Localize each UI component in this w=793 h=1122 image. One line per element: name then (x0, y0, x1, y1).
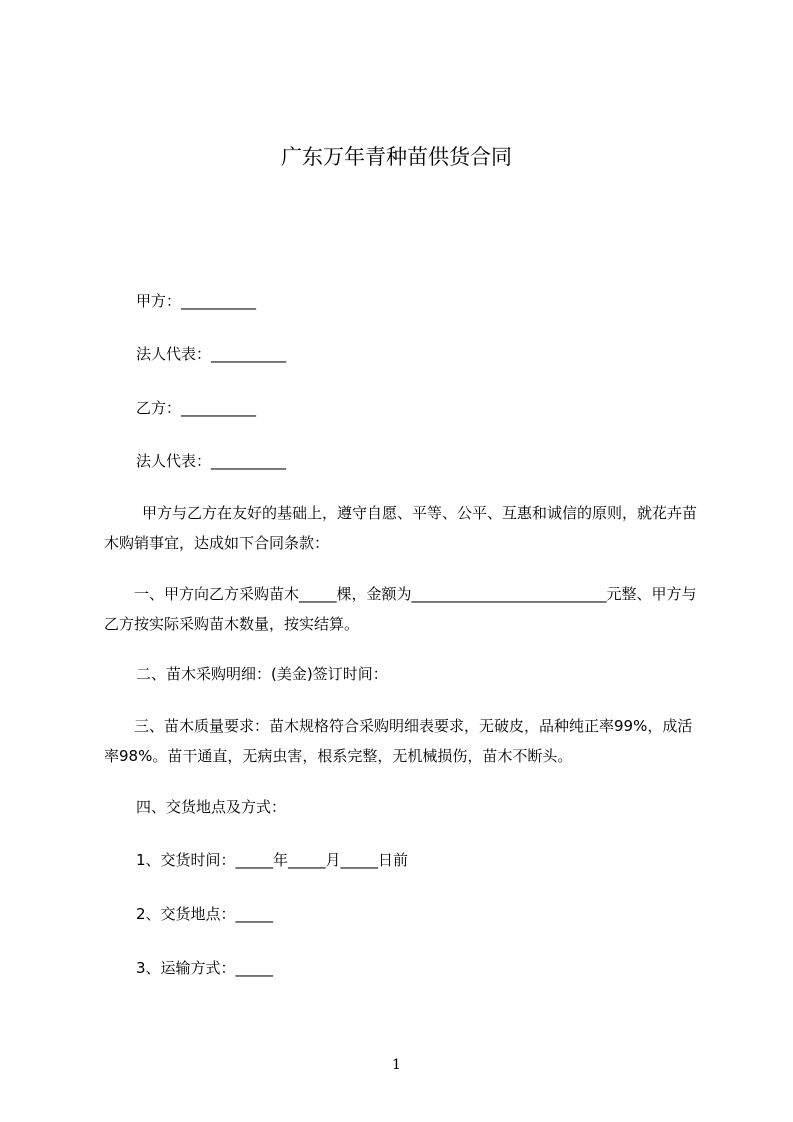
transport-method-line: 3、运输方式：_____ (136, 959, 274, 977)
party-b-line: 乙方：__________ (136, 399, 257, 417)
clause-2-line: 二、苗木采购明细：(美金)签订时间： (136, 665, 388, 683)
intro-paragraph: 甲方与乙方在友好的基础上，遵守自愿、平等、公平、互惠和诚信的原则，就花卉苗木购销事宜，达成如下合同条款： (104, 504, 698, 552)
clause-1-paragraph: 一、甲方向乙方采购苗木_____棵，金额为__________________________元整、甲方与乙方按实际采购苗木数量，按实结算。 (104, 585, 697, 633)
delivery-location-line: 2、交货地点：_____ (136, 905, 274, 923)
delivery-time-line: 1、交货时间：_____年_____月_____日前 (136, 851, 409, 869)
page-number: 1 (392, 1057, 401, 1073)
document-title: 广东万年青种苗供货合同 (281, 145, 512, 169)
party-a-representative-line: 法人代表：__________ (136, 345, 287, 363)
party-a-line: 甲方：__________ (136, 292, 257, 310)
clause-4-line: 四、交货地点及方式： (136, 798, 287, 816)
party-b-representative-line: 法人代表：__________ (136, 452, 287, 470)
clause-3-paragraph: 三、苗木质量要求：苗木规格符合采购明细表要求，无破皮，品种纯正率99%，成活率98%。苗干通直，无病虫害，根系完整，无机械损伤，苗木不断头。 (104, 717, 693, 765)
